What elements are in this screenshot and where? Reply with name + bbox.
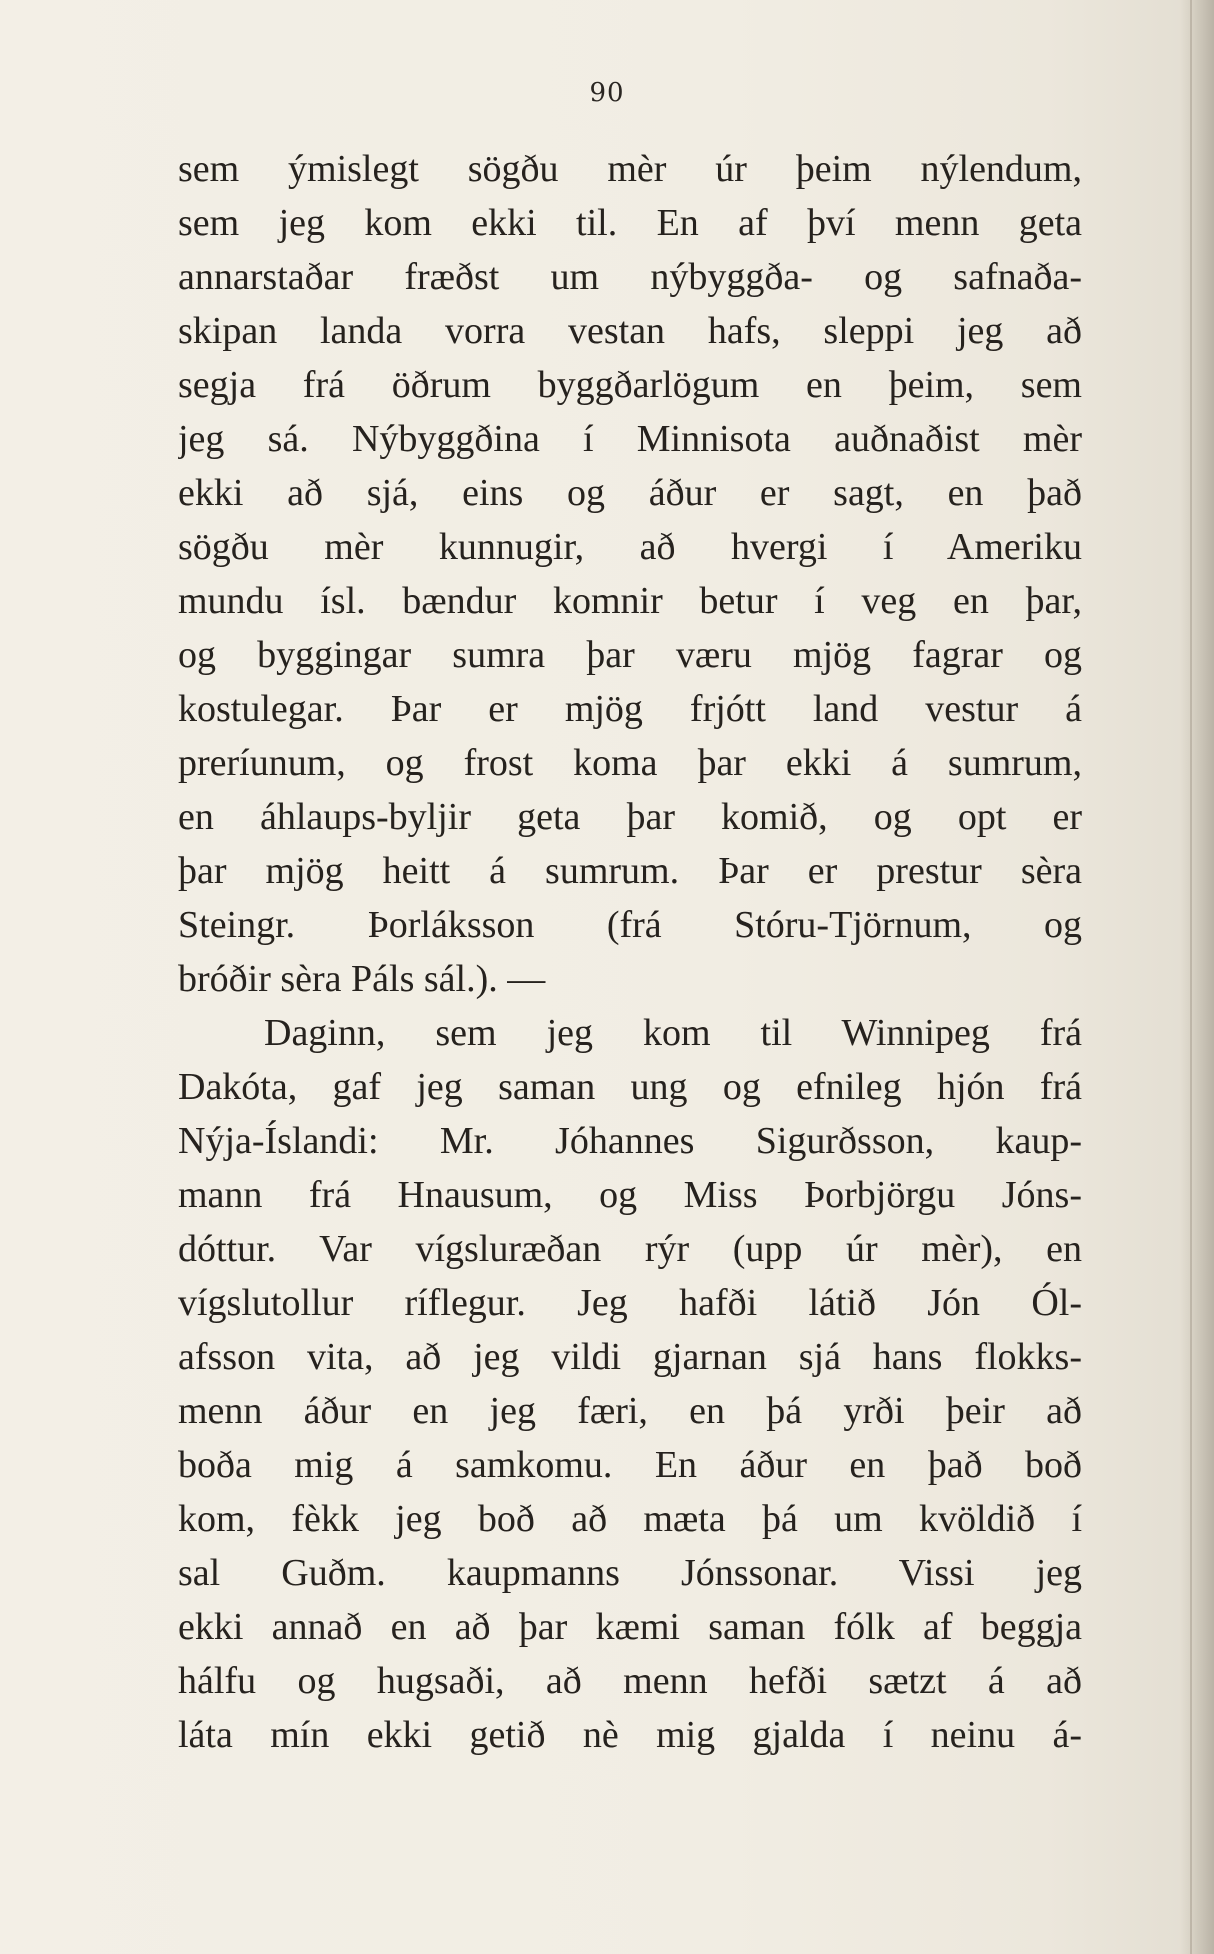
text-line: preríunum, og frost koma þar ekki á sumrum, [178, 742, 1082, 784]
text-line: jeg sá. Nýbyggðina í Minnisota auðnaðist mèr [178, 418, 1082, 460]
text-line: menn áður en jeg færi, en þá yrði þeir að [178, 1390, 1082, 1432]
text-line: boða mig á samkomu. En áður en það boð [178, 1444, 1082, 1486]
text-line: vígslutollur ríflegur. Jeg hafði látið Jón Ól- [178, 1282, 1082, 1324]
text-line: Dakóta, gaf jeg saman ung og efnileg hjón frá [178, 1066, 1082, 1108]
text-line: kostulegar. Þar er mjög frjótt land vestur á [178, 688, 1082, 730]
page-number: 90 [589, 78, 625, 108]
text-line: kom, fèkk jeg boð að mæta þá um kvöldið í [178, 1498, 1082, 1540]
text-line: þar mjög heitt á sumrum. Þar er prestur sèra [178, 850, 1082, 892]
text-line: og byggingar sumra þar væru mjög fagrar og [178, 634, 1082, 676]
page-edge-line [1190, 0, 1192, 1954]
text-line: segja frá öðrum byggðarlögum en þeim, sem [178, 364, 1082, 406]
page-edge-shadow [1180, 0, 1214, 1954]
text-line: skipan landa vorra vestan hafs, sleppi jeg að [178, 310, 1082, 352]
text-line: dóttur. Var vígsluræðan rýr (upp úr mèr), en [178, 1228, 1082, 1270]
text-line: ekki að sjá, eins og áður er sagt, en það [178, 472, 1082, 514]
text-line: en áhlaups-byljir geta þar komið, og opt er [178, 796, 1082, 838]
text-line: sem jeg kom ekki til. En af því menn geta [178, 202, 1082, 244]
text-line: annarstaðar fræðst um nýbyggða- og safnaða- [178, 256, 1082, 298]
text-line: mann frá Hnausum, og Miss Þorbjörgu Jóns- [178, 1174, 1082, 1216]
text-line: hálfu og hugsaði, að menn hefði sætzt á að [178, 1660, 1082, 1702]
text-line: sal Guðm. kaupmanns Jónssonar. Vissi jeg [178, 1552, 1082, 1594]
text-line: sögðu mèr kunnugir, að hvergi í Ameriku [178, 526, 1082, 568]
paragraph-start-line: Daginn, sem jeg kom til Winnipeg frá [264, 1012, 1082, 1054]
text-line: sem ýmislegt sögðu mèr úr þeim nýlendum, [178, 148, 1082, 190]
text-line: mundu ísl. bændur komnir betur í veg en þar, [178, 580, 1082, 622]
text-line: ekki annað en að þar kæmi saman fólk af beggja [178, 1606, 1082, 1648]
text-line: láta mín ekki getið nè mig gjalda í neinu á- [178, 1714, 1082, 1756]
text-line: Steingr. Þorláksson (frá Stóru-Tjörnum, og [178, 904, 1082, 946]
text-line: afsson vita, að jeg vildi gjarnan sjá hans flokks- [178, 1336, 1082, 1378]
body-text [178, 142, 1082, 1762]
text-line: Nýja-Íslandi: Mr. Jóhannes Sigurðsson, kaup- [178, 1120, 1082, 1162]
paragraph-end-line: bróðir sèra Páls sál.). — [178, 958, 546, 1000]
